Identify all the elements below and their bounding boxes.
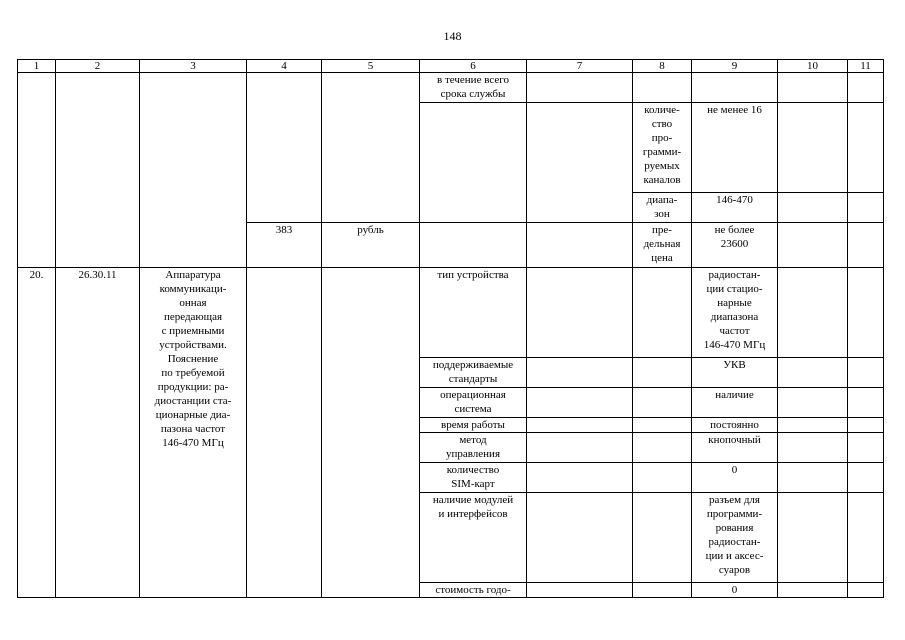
- cell-empty: [848, 433, 884, 463]
- cell-empty: [633, 463, 692, 493]
- cell-empty: [633, 73, 692, 103]
- cell-empty: [848, 463, 884, 493]
- cell-empty: [633, 418, 692, 433]
- column-number: 6: [420, 60, 527, 73]
- cell-empty: [778, 193, 848, 223]
- cell-empty: [692, 73, 778, 103]
- cell-empty: [778, 433, 848, 463]
- column-number: 9: [692, 60, 778, 73]
- cell-empty: [527, 388, 633, 418]
- cell-value: постоянно: [692, 418, 778, 433]
- cell-empty: [420, 223, 527, 268]
- cell-value: кнопочный: [692, 433, 778, 463]
- procurement-table: [17, 59, 884, 598]
- cell-characteristic: количе- ство про- грамми- руемых каналов: [633, 103, 692, 193]
- cell-empty: [778, 73, 848, 103]
- cell-empty: [778, 268, 848, 358]
- table-row: [18, 73, 884, 103]
- cell-empty: [633, 268, 692, 358]
- cell-item-number: 20.: [18, 268, 56, 598]
- cell-empty: [848, 223, 884, 268]
- cell-empty: [420, 103, 527, 223]
- cell-empty: [848, 103, 884, 193]
- cell-empty: [527, 103, 633, 223]
- column-number: 1: [18, 60, 56, 73]
- column-number: 11: [848, 60, 884, 73]
- cell-value: наличие: [692, 388, 778, 418]
- cell-value: УКВ: [692, 358, 778, 388]
- cell-characteristic: время работы: [420, 418, 527, 433]
- column-number: 4: [247, 60, 322, 73]
- cell-okei-code: 383: [247, 223, 322, 268]
- cell-empty: [778, 388, 848, 418]
- cell-item-name: Аппаратура коммуникаци- онная передающая с приемными устройствами. Пояснение по требуемой продукции: ра- диостанции ста- ционарные диа- пазона частот 146-470 МГц: [140, 268, 247, 598]
- column-number-row: [18, 60, 884, 73]
- cell-empty: [778, 103, 848, 193]
- cell-empty: [633, 583, 692, 598]
- column-number: 3: [140, 60, 247, 73]
- page-number: 148: [443, 29, 462, 43]
- column-number: 5: [322, 60, 420, 73]
- cell-empty: [848, 73, 884, 103]
- cell-characteristic: поддерживаемые стандарты: [420, 358, 527, 388]
- cell-empty: [778, 358, 848, 388]
- cell-empty: [633, 433, 692, 463]
- cell-empty: [848, 583, 884, 598]
- cell-value: 0: [692, 583, 778, 598]
- cell-characteristic: диапа- зон: [633, 193, 692, 223]
- cell-empty: [527, 418, 633, 433]
- cell-empty: [527, 268, 633, 358]
- cell-empty: [778, 463, 848, 493]
- cell-empty: [778, 418, 848, 433]
- cell-empty: [848, 388, 884, 418]
- cell-empty: [527, 493, 633, 583]
- cell-empty: [633, 358, 692, 388]
- cell-value: 146-470: [692, 193, 778, 223]
- cell-empty: [322, 73, 420, 223]
- cell-empty: [527, 223, 633, 268]
- column-number: 10: [778, 60, 848, 73]
- cell-value: не более 23600: [692, 223, 778, 268]
- cell-characteristic: количество SIM-карт: [420, 463, 527, 493]
- cell-empty: [140, 73, 247, 268]
- cell-value: не менее 16: [692, 103, 778, 193]
- cell-empty: [527, 463, 633, 493]
- cell-characteristic: тип устройства: [420, 268, 527, 358]
- cell-empty: [848, 493, 884, 583]
- cell-empty: [778, 583, 848, 598]
- cell-characteristic: наличие модулей и интерфейсов: [420, 493, 527, 583]
- column-number: 2: [56, 60, 140, 73]
- table-row: [18, 268, 884, 358]
- cell-characteristic: метод управления: [420, 433, 527, 463]
- cell-characteristic: пре- дельная цена: [633, 223, 692, 268]
- cell-empty: [848, 268, 884, 358]
- cell-empty: [527, 73, 633, 103]
- cell-empty: [247, 268, 322, 598]
- cell-characteristic: операционная система: [420, 388, 527, 418]
- cell-value: 0: [692, 463, 778, 493]
- cell-empty: [527, 358, 633, 388]
- cell-empty: [247, 73, 322, 223]
- cell-empty: [778, 493, 848, 583]
- cell-okpd2-code: 26.30.11: [56, 268, 140, 598]
- cell-empty: [848, 358, 884, 388]
- cell-empty: [322, 268, 420, 598]
- cell-value: радиостан- ции стацио- нарные диапазона частот 146-470 МГц: [692, 268, 778, 358]
- cell-empty: [778, 223, 848, 268]
- cell-unit: рубль: [322, 223, 420, 268]
- cell-empty: [56, 73, 140, 268]
- cell-characteristic: стоимость годо-: [420, 583, 527, 598]
- cell-text: в течение всего срока службы: [420, 73, 527, 103]
- cell-empty: [848, 193, 884, 223]
- cell-empty: [633, 388, 692, 418]
- column-number: 7: [527, 60, 633, 73]
- cell-empty: [527, 583, 633, 598]
- cell-value: разъем для программи- рования радиостан- ции и аксес- суаров: [692, 493, 778, 583]
- cell-empty: [848, 418, 884, 433]
- cell-empty: [633, 493, 692, 583]
- cell-empty: [527, 433, 633, 463]
- column-number: 8: [633, 60, 692, 73]
- cell-empty: [18, 73, 56, 268]
